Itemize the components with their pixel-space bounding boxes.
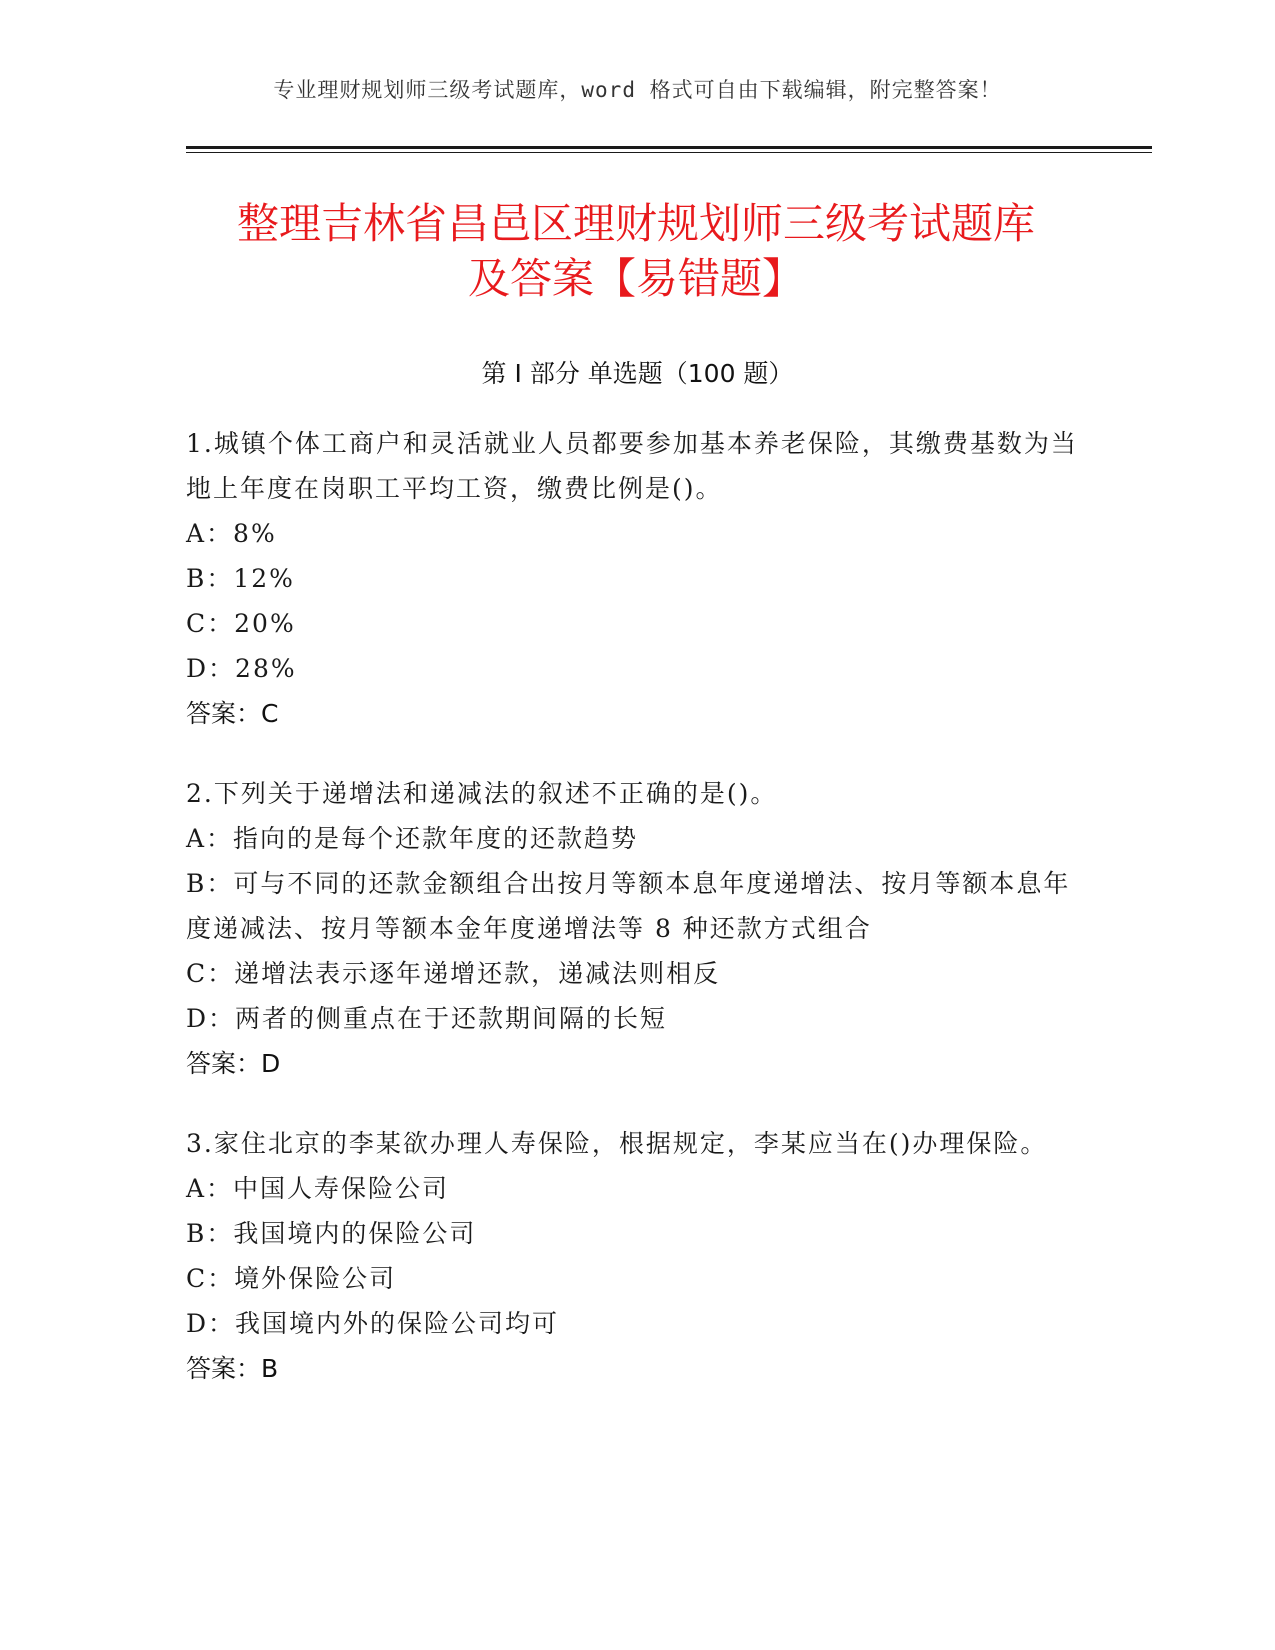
option-c: C：递增法表示逐年递增还款，递减法则相反 [186,959,721,988]
answer: 答案：B [186,1354,279,1383]
document-title-line-1: 整理吉林省昌邑区理财规划师三级考试题库 [236,199,1035,248]
header-divider-thick [186,146,1152,149]
document-title [186,196,1086,306]
option-c: C：20% [186,609,296,638]
option-d: D：我国境内外的保险公司均可 [186,1309,560,1338]
question-3 [186,1121,1086,1391]
question-stem: 1.城镇个体工商户和灵活就业人员都要参加基本养老保险，其缴费基数为当地上年度在岗职工平均工资，缴费比例是()。 [186,429,1078,503]
option-c: C：境外保险公司 [186,1264,397,1293]
header-note: 专业理财规划师三级考试题库，word 格式可自由下载编辑，附完整答案！ [273,78,1002,102]
question-stem: 2.下列关于递增法和递减法的叙述不正确的是()。 [186,779,778,808]
option-b: B：我国境内的保险公司 [186,1219,477,1248]
answer: 答案：C [186,699,279,728]
question-1 [186,421,1086,736]
question-stem: 3.家住北京的李某欲办理人寿保险，根据规定，李某应当在()办理保险。 [186,1129,1048,1158]
section-title: 第 I 部分 单选题（100 题） [481,359,794,388]
document-title-line-2: 及答案【易错题】 [467,254,804,303]
question-2 [186,771,1086,1086]
option-b: B：12% [186,564,295,593]
option-b: B：可与不同的还款金额组合出按月等额本息年度递增法、按月等额本息年度递减法、按月等额本金年度递增法等 8 种还款方式组合 [186,869,1071,943]
option-d: D：28% [186,654,297,683]
option-d: D：两者的侧重点在于还款期间隔的长短 [186,1004,668,1033]
option-a: A：8% [186,519,277,548]
answer: 答案：D [186,1049,281,1078]
option-a: A：中国人寿保险公司 [186,1174,450,1203]
option-a: A：指向的是每个还款年度的还款趋势 [186,824,639,853]
header-divider-thin [186,152,1152,153]
